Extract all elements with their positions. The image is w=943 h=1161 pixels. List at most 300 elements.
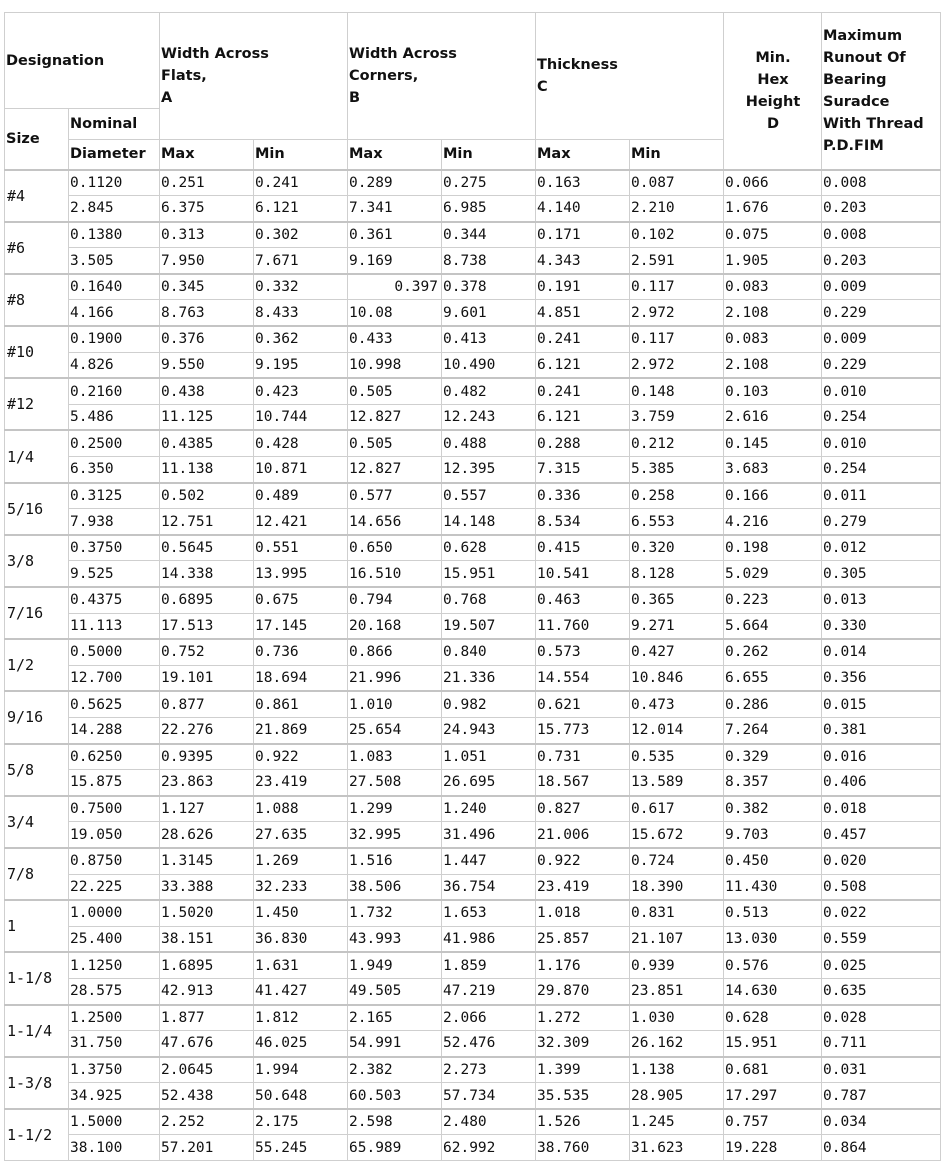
thickness-max-cell: 1.176	[536, 952, 630, 978]
thickness-min-cell: 1.138	[630, 1057, 724, 1083]
min-hex-height-cell: 0.066	[724, 170, 822, 196]
thickness-min-cell: 0.473	[630, 691, 724, 717]
size-cell: 5/16	[5, 483, 69, 535]
thickness-max-cell: 1.272	[536, 1005, 630, 1031]
width-corners-max-cell: 1.299	[348, 796, 442, 822]
max-runout-cell: 0.012	[822, 535, 941, 561]
min-hex-height-cell: 0.382	[724, 796, 822, 822]
width-flats-min-cell: 0.736	[254, 639, 348, 665]
thickness-max-cell: 0.191	[536, 274, 630, 300]
max-runout-cell: 0.457	[822, 822, 941, 848]
table-row	[5, 483, 941, 509]
min-hex-height-cell: 3.683	[724, 457, 822, 483]
nominal-diameter-cell: 31.750	[69, 1031, 160, 1057]
min-hex-height-cell: 5.664	[724, 613, 822, 639]
width-flats-min-cell: 1.631	[254, 952, 348, 978]
header-nominal: Nominal	[69, 109, 160, 140]
width-corners-max-cell: 1.010	[348, 691, 442, 717]
width-corners-min-cell: 1.240	[442, 796, 536, 822]
min-hex-height-cell: 4.216	[724, 509, 822, 535]
table-row	[5, 952, 941, 978]
size-cell: 3/8	[5, 535, 69, 587]
thickness-min-cell: 2.210	[630, 196, 724, 222]
width-corners-max-cell: 12.827	[348, 404, 442, 430]
thickness-min-cell: 28.905	[630, 1083, 724, 1109]
nominal-diameter-cell: 0.6250	[69, 744, 160, 770]
width-corners-max-cell: 10.08	[348, 300, 442, 326]
width-flats-min-cell: 2.175	[254, 1109, 348, 1135]
width-flats-min-cell: 1.812	[254, 1005, 348, 1031]
width-flats-min-cell: 0.423	[254, 378, 348, 404]
thickness-max-cell: 0.827	[536, 796, 630, 822]
nominal-diameter-cell: 5.486	[69, 404, 160, 430]
width-corners-max-cell: 0.289	[348, 170, 442, 196]
min-hex-height-cell: 19.228	[724, 1135, 822, 1161]
nominal-diameter-cell: 1.1250	[69, 952, 160, 978]
width-flats-min-cell: 0.861	[254, 691, 348, 717]
width-flats-min-cell: 10.744	[254, 404, 348, 430]
width-corners-min-cell: 57.734	[442, 1083, 536, 1109]
thickness-min-cell: 6.553	[630, 509, 724, 535]
width-corners-max-cell: 0.505	[348, 430, 442, 456]
width-corners-max-cell: 0.866	[348, 639, 442, 665]
thickness-max-cell: 6.121	[536, 404, 630, 430]
thickness-max-cell: 21.006	[536, 822, 630, 848]
width-flats-min-cell: 55.245	[254, 1135, 348, 1161]
size-cell: 1-1/8	[5, 952, 69, 1004]
width-corners-max-cell: 0.361	[348, 222, 442, 248]
table-row	[5, 326, 941, 352]
min-hex-height-cell: 0.223	[724, 587, 822, 613]
max-runout-cell: 0.381	[822, 717, 941, 743]
width-corners-min-cell: 0.275	[442, 170, 536, 196]
nominal-diameter-cell: 0.5625	[69, 691, 160, 717]
size-cell: #6	[5, 222, 69, 274]
width-corners-min-cell: 0.557	[442, 483, 536, 509]
max-runout-cell: 0.009	[822, 274, 941, 300]
thickness-min-cell: 0.427	[630, 639, 724, 665]
table-row	[5, 509, 941, 535]
max-runout-cell: 0.022	[822, 900, 941, 926]
size-cell: #8	[5, 274, 69, 326]
size-cell: 7/16	[5, 587, 69, 639]
thickness-max-cell: 29.870	[536, 978, 630, 1004]
nominal-diameter-cell: 0.1640	[69, 274, 160, 300]
max-runout-cell: 0.009	[822, 326, 941, 352]
width-corners-min-cell: 0.413	[442, 326, 536, 352]
thickness-max-cell: 0.731	[536, 744, 630, 770]
thickness-min-cell: 26.162	[630, 1031, 724, 1057]
width-flats-min-cell: 1.269	[254, 848, 348, 874]
thickness-max-cell: 32.309	[536, 1031, 630, 1057]
thickness-min-cell: 0.831	[630, 900, 724, 926]
max-runout-cell: 0.406	[822, 770, 941, 796]
width-flats-max-cell: 2.252	[160, 1109, 254, 1135]
table-row	[5, 222, 941, 248]
min-hex-height-cell: 0.166	[724, 483, 822, 509]
max-runout-cell: 0.014	[822, 639, 941, 665]
thickness-min-cell: 0.212	[630, 430, 724, 456]
width-flats-min-cell: 36.830	[254, 926, 348, 952]
width-corners-max-cell: 14.656	[348, 509, 442, 535]
thickness-max-cell: 4.851	[536, 300, 630, 326]
header-corners-max: Max	[348, 140, 442, 170]
table-row	[5, 639, 941, 665]
size-cell: 1-1/4	[5, 1005, 69, 1057]
width-corners-max-cell: 7.341	[348, 196, 442, 222]
size-cell: 3/4	[5, 796, 69, 848]
thickness-min-cell: 10.846	[630, 665, 724, 691]
min-hex-height-cell: 8.357	[724, 770, 822, 796]
width-corners-min-cell: 0.344	[442, 222, 536, 248]
width-flats-max-cell: 19.101	[160, 665, 254, 691]
width-flats-max-cell: 0.376	[160, 326, 254, 352]
nominal-diameter-cell: 12.700	[69, 665, 160, 691]
size-cell: 5/8	[5, 744, 69, 796]
width-corners-min-cell: 1.447	[442, 848, 536, 874]
table-row	[5, 404, 941, 430]
nominal-diameter-cell: 7.938	[69, 509, 160, 535]
size-cell: 1/2	[5, 639, 69, 691]
table-row	[5, 1031, 941, 1057]
max-runout-cell: 0.559	[822, 926, 941, 952]
min-hex-height-cell: 2.108	[724, 300, 822, 326]
width-corners-max-cell: 0.577	[348, 483, 442, 509]
table-row	[5, 1135, 941, 1161]
min-hex-height-cell: 0.145	[724, 430, 822, 456]
thickness-max-cell: 0.241	[536, 326, 630, 352]
width-flats-min-cell: 0.922	[254, 744, 348, 770]
thickness-max-cell: 0.171	[536, 222, 630, 248]
width-corners-max-cell: 60.503	[348, 1083, 442, 1109]
max-runout-cell: 0.011	[822, 483, 941, 509]
max-runout-cell: 0.010	[822, 378, 941, 404]
width-corners-max-cell: 2.598	[348, 1109, 442, 1135]
width-corners-max-cell: 20.168	[348, 613, 442, 639]
width-flats-max-cell: 0.502	[160, 483, 254, 509]
nominal-diameter-cell: 9.525	[69, 561, 160, 587]
thickness-max-cell: 10.541	[536, 561, 630, 587]
nominal-diameter-cell: 11.113	[69, 613, 160, 639]
header-width-across-flats: Width Across Flats, A	[160, 13, 348, 140]
width-flats-max-cell: 7.950	[160, 248, 254, 274]
max-runout-cell: 0.864	[822, 1135, 941, 1161]
min-hex-height-cell: 0.329	[724, 744, 822, 770]
nominal-diameter-cell: 1.2500	[69, 1005, 160, 1031]
width-flats-max-cell: 9.550	[160, 352, 254, 378]
width-flats-min-cell: 0.241	[254, 170, 348, 196]
width-flats-min-cell: 0.302	[254, 222, 348, 248]
width-corners-max-cell: 0.505	[348, 378, 442, 404]
header-thickness: Thickness C	[536, 13, 724, 140]
thickness-min-cell: 0.939	[630, 952, 724, 978]
width-flats-max-cell: 47.676	[160, 1031, 254, 1057]
thickness-min-cell: 0.258	[630, 483, 724, 509]
width-corners-min-cell: 12.243	[442, 404, 536, 430]
width-flats-max-cell: 0.877	[160, 691, 254, 717]
nominal-diameter-cell: 0.3750	[69, 535, 160, 561]
min-hex-height-cell: 0.198	[724, 535, 822, 561]
nominal-diameter-cell: 38.100	[69, 1135, 160, 1161]
width-corners-min-cell: 41.986	[442, 926, 536, 952]
width-corners-max-cell: 2.165	[348, 1005, 442, 1031]
header-min-hex-height: Min. Hex Height D	[724, 13, 822, 170]
width-corners-max-cell: 10.998	[348, 352, 442, 378]
table-row	[5, 613, 941, 639]
min-hex-height-cell: 6.655	[724, 665, 822, 691]
width-corners-min-cell: 2.066	[442, 1005, 536, 1031]
thickness-max-cell: 4.343	[536, 248, 630, 274]
thickness-min-cell: 0.320	[630, 535, 724, 561]
max-runout-cell: 0.305	[822, 561, 941, 587]
nominal-diameter-cell: 0.2500	[69, 430, 160, 456]
min-hex-height-cell: 13.030	[724, 926, 822, 952]
table-row	[5, 587, 941, 613]
width-corners-max-cell: 0.650	[348, 535, 442, 561]
nominal-diameter-cell: 0.2160	[69, 378, 160, 404]
width-corners-min-cell: 2.480	[442, 1109, 536, 1135]
width-corners-min-cell: 0.628	[442, 535, 536, 561]
max-runout-cell: 0.203	[822, 248, 941, 274]
width-flats-min-cell: 10.871	[254, 457, 348, 483]
width-flats-min-cell: 1.450	[254, 900, 348, 926]
thickness-max-cell: 8.534	[536, 509, 630, 535]
nominal-diameter-cell: 0.1900	[69, 326, 160, 352]
width-corners-max-cell: 49.505	[348, 978, 442, 1004]
nominal-diameter-cell: 2.845	[69, 196, 160, 222]
nominal-diameter-cell: 1.0000	[69, 900, 160, 926]
width-corners-min-cell: 2.273	[442, 1057, 536, 1083]
nominal-diameter-cell: 22.225	[69, 874, 160, 900]
min-hex-height-cell: 0.628	[724, 1005, 822, 1031]
table-row	[5, 822, 941, 848]
max-runout-cell: 0.203	[822, 196, 941, 222]
header-flats-min: Min	[254, 140, 348, 170]
width-flats-min-cell: 7.671	[254, 248, 348, 274]
table-row	[5, 978, 941, 1004]
max-runout-cell: 0.635	[822, 978, 941, 1004]
max-runout-cell: 0.028	[822, 1005, 941, 1031]
width-flats-min-cell: 0.362	[254, 326, 348, 352]
width-flats-min-cell: 9.195	[254, 352, 348, 378]
width-flats-max-cell: 2.0645	[160, 1057, 254, 1083]
width-flats-min-cell: 8.433	[254, 300, 348, 326]
thickness-min-cell: 1.030	[630, 1005, 724, 1031]
width-corners-min-cell: 10.490	[442, 352, 536, 378]
table-row	[5, 274, 941, 300]
width-flats-min-cell: 0.428	[254, 430, 348, 456]
width-flats-min-cell: 13.995	[254, 561, 348, 587]
size-cell: 1	[5, 900, 69, 952]
width-corners-max-cell: 27.508	[348, 770, 442, 796]
thickness-min-cell: 0.365	[630, 587, 724, 613]
max-runout-cell: 0.356	[822, 665, 941, 691]
thickness-min-cell: 0.724	[630, 848, 724, 874]
max-runout-cell: 0.787	[822, 1083, 941, 1109]
max-runout-cell: 0.025	[822, 952, 941, 978]
thickness-max-cell: 38.760	[536, 1135, 630, 1161]
width-corners-max-cell: 65.989	[348, 1135, 442, 1161]
table-row	[5, 691, 941, 717]
header-diameter: Diameter	[69, 140, 160, 170]
thickness-max-cell: 0.463	[536, 587, 630, 613]
table-row	[5, 300, 941, 326]
thickness-max-cell: 7.315	[536, 457, 630, 483]
width-flats-min-cell: 46.025	[254, 1031, 348, 1057]
width-corners-max-cell: 9.169	[348, 248, 442, 274]
min-hex-height-cell: 2.108	[724, 352, 822, 378]
min-hex-height-cell: 11.430	[724, 874, 822, 900]
min-hex-height-cell: 17.297	[724, 1083, 822, 1109]
header-thickness-min: Min	[630, 140, 724, 170]
max-runout-cell: 0.254	[822, 457, 941, 483]
max-runout-cell: 0.229	[822, 352, 941, 378]
max-runout-cell: 0.013	[822, 587, 941, 613]
thickness-max-cell: 15.773	[536, 717, 630, 743]
min-hex-height-cell: 0.576	[724, 952, 822, 978]
nominal-diameter-cell: 3.505	[69, 248, 160, 274]
table-row	[5, 900, 941, 926]
size-cell: 7/8	[5, 848, 69, 900]
width-flats-min-cell: 50.648	[254, 1083, 348, 1109]
thickness-min-cell: 8.128	[630, 561, 724, 587]
table-row	[5, 170, 941, 196]
width-corners-min-cell: 36.754	[442, 874, 536, 900]
nominal-diameter-cell: 25.400	[69, 926, 160, 952]
width-corners-max-cell: 0.433	[348, 326, 442, 352]
nominal-diameter-cell: 4.166	[69, 300, 160, 326]
thickness-min-cell: 23.851	[630, 978, 724, 1004]
thickness-min-cell: 0.148	[630, 378, 724, 404]
thickness-min-cell: 2.972	[630, 352, 724, 378]
max-runout-cell: 0.008	[822, 222, 941, 248]
width-corners-min-cell: 0.768	[442, 587, 536, 613]
width-corners-max-cell: 0.397	[348, 274, 442, 300]
width-flats-max-cell: 0.5645	[160, 535, 254, 561]
width-corners-min-cell: 15.951	[442, 561, 536, 587]
table-row	[5, 1057, 941, 1083]
nominal-diameter-cell: 0.1120	[69, 170, 160, 196]
width-flats-max-cell: 1.6895	[160, 952, 254, 978]
width-flats-min-cell: 23.419	[254, 770, 348, 796]
width-corners-min-cell: 47.219	[442, 978, 536, 1004]
min-hex-height-cell: 0.083	[724, 326, 822, 352]
min-hex-height-cell: 0.450	[724, 848, 822, 874]
table-row	[5, 535, 941, 561]
width-corners-max-cell: 43.993	[348, 926, 442, 952]
width-corners-min-cell: 12.395	[442, 457, 536, 483]
width-flats-max-cell: 28.626	[160, 822, 254, 848]
width-corners-min-cell: 14.148	[442, 509, 536, 535]
max-runout-cell: 0.031	[822, 1057, 941, 1083]
thickness-min-cell: 21.107	[630, 926, 724, 952]
table-row	[5, 770, 941, 796]
width-flats-max-cell: 11.125	[160, 404, 254, 430]
width-flats-max-cell: 11.138	[160, 457, 254, 483]
width-corners-min-cell: 8.738	[442, 248, 536, 274]
thickness-min-cell: 3.759	[630, 404, 724, 430]
min-hex-height-cell: 7.264	[724, 717, 822, 743]
size-cell: 1-1/2	[5, 1109, 69, 1161]
width-flats-max-cell: 14.338	[160, 561, 254, 587]
max-runout-cell: 0.330	[822, 613, 941, 639]
table-row	[5, 1005, 941, 1031]
thickness-max-cell: 14.554	[536, 665, 630, 691]
min-hex-height-cell: 15.951	[724, 1031, 822, 1057]
thickness-min-cell: 0.102	[630, 222, 724, 248]
min-hex-height-cell: 0.075	[724, 222, 822, 248]
nominal-diameter-cell: 6.350	[69, 457, 160, 483]
width-corners-min-cell: 24.943	[442, 717, 536, 743]
thickness-max-cell: 6.121	[536, 352, 630, 378]
min-hex-height-cell: 14.630	[724, 978, 822, 1004]
size-cell: #10	[5, 326, 69, 378]
width-corners-max-cell: 0.794	[348, 587, 442, 613]
table-row	[5, 926, 941, 952]
nominal-diameter-cell: 0.5000	[69, 639, 160, 665]
table-row	[5, 378, 941, 404]
thickness-max-cell: 0.163	[536, 170, 630, 196]
width-corners-min-cell: 26.695	[442, 770, 536, 796]
nominal-diameter-cell: 0.8750	[69, 848, 160, 874]
max-runout-cell: 0.229	[822, 300, 941, 326]
width-flats-min-cell: 0.332	[254, 274, 348, 300]
table-row	[5, 665, 941, 691]
nominal-diameter-cell: 0.3125	[69, 483, 160, 509]
nominal-diameter-cell: 1.5000	[69, 1109, 160, 1135]
width-flats-min-cell: 18.694	[254, 665, 348, 691]
width-corners-min-cell: 0.378	[442, 274, 536, 300]
size-cell: #4	[5, 170, 69, 222]
thickness-max-cell: 0.288	[536, 430, 630, 456]
width-corners-min-cell: 0.982	[442, 691, 536, 717]
thickness-min-cell: 2.972	[630, 300, 724, 326]
width-flats-max-cell: 0.9395	[160, 744, 254, 770]
min-hex-height-cell: 0.513	[724, 900, 822, 926]
thickness-max-cell: 0.621	[536, 691, 630, 717]
thickness-min-cell: 0.535	[630, 744, 724, 770]
min-hex-height-cell: 2.616	[724, 404, 822, 430]
max-runout-cell: 0.010	[822, 430, 941, 456]
thickness-max-cell: 1.399	[536, 1057, 630, 1083]
width-flats-max-cell: 0.4385	[160, 430, 254, 456]
width-corners-min-cell: 21.336	[442, 665, 536, 691]
width-flats-min-cell: 21.869	[254, 717, 348, 743]
width-flats-min-cell: 1.994	[254, 1057, 348, 1083]
max-runout-cell: 0.015	[822, 691, 941, 717]
thickness-max-cell: 0.573	[536, 639, 630, 665]
thickness-min-cell: 18.390	[630, 874, 724, 900]
width-flats-max-cell: 42.913	[160, 978, 254, 1004]
width-flats-max-cell: 12.751	[160, 509, 254, 535]
nominal-diameter-cell: 0.7500	[69, 796, 160, 822]
header-thickness-max: Max	[536, 140, 630, 170]
thickness-max-cell: 4.140	[536, 196, 630, 222]
nominal-diameter-cell: 34.925	[69, 1083, 160, 1109]
thickness-max-cell: 0.336	[536, 483, 630, 509]
min-hex-height-cell: 1.905	[724, 248, 822, 274]
size-cell: 9/16	[5, 691, 69, 743]
thickness-min-cell: 9.271	[630, 613, 724, 639]
min-hex-height-cell: 0.286	[724, 691, 822, 717]
min-hex-height-cell: 5.029	[724, 561, 822, 587]
width-flats-max-cell: 0.313	[160, 222, 254, 248]
width-flats-max-cell: 1.877	[160, 1005, 254, 1031]
table-row	[5, 717, 941, 743]
width-corners-max-cell: 1.732	[348, 900, 442, 926]
size-cell: #12	[5, 378, 69, 430]
width-corners-min-cell: 6.985	[442, 196, 536, 222]
